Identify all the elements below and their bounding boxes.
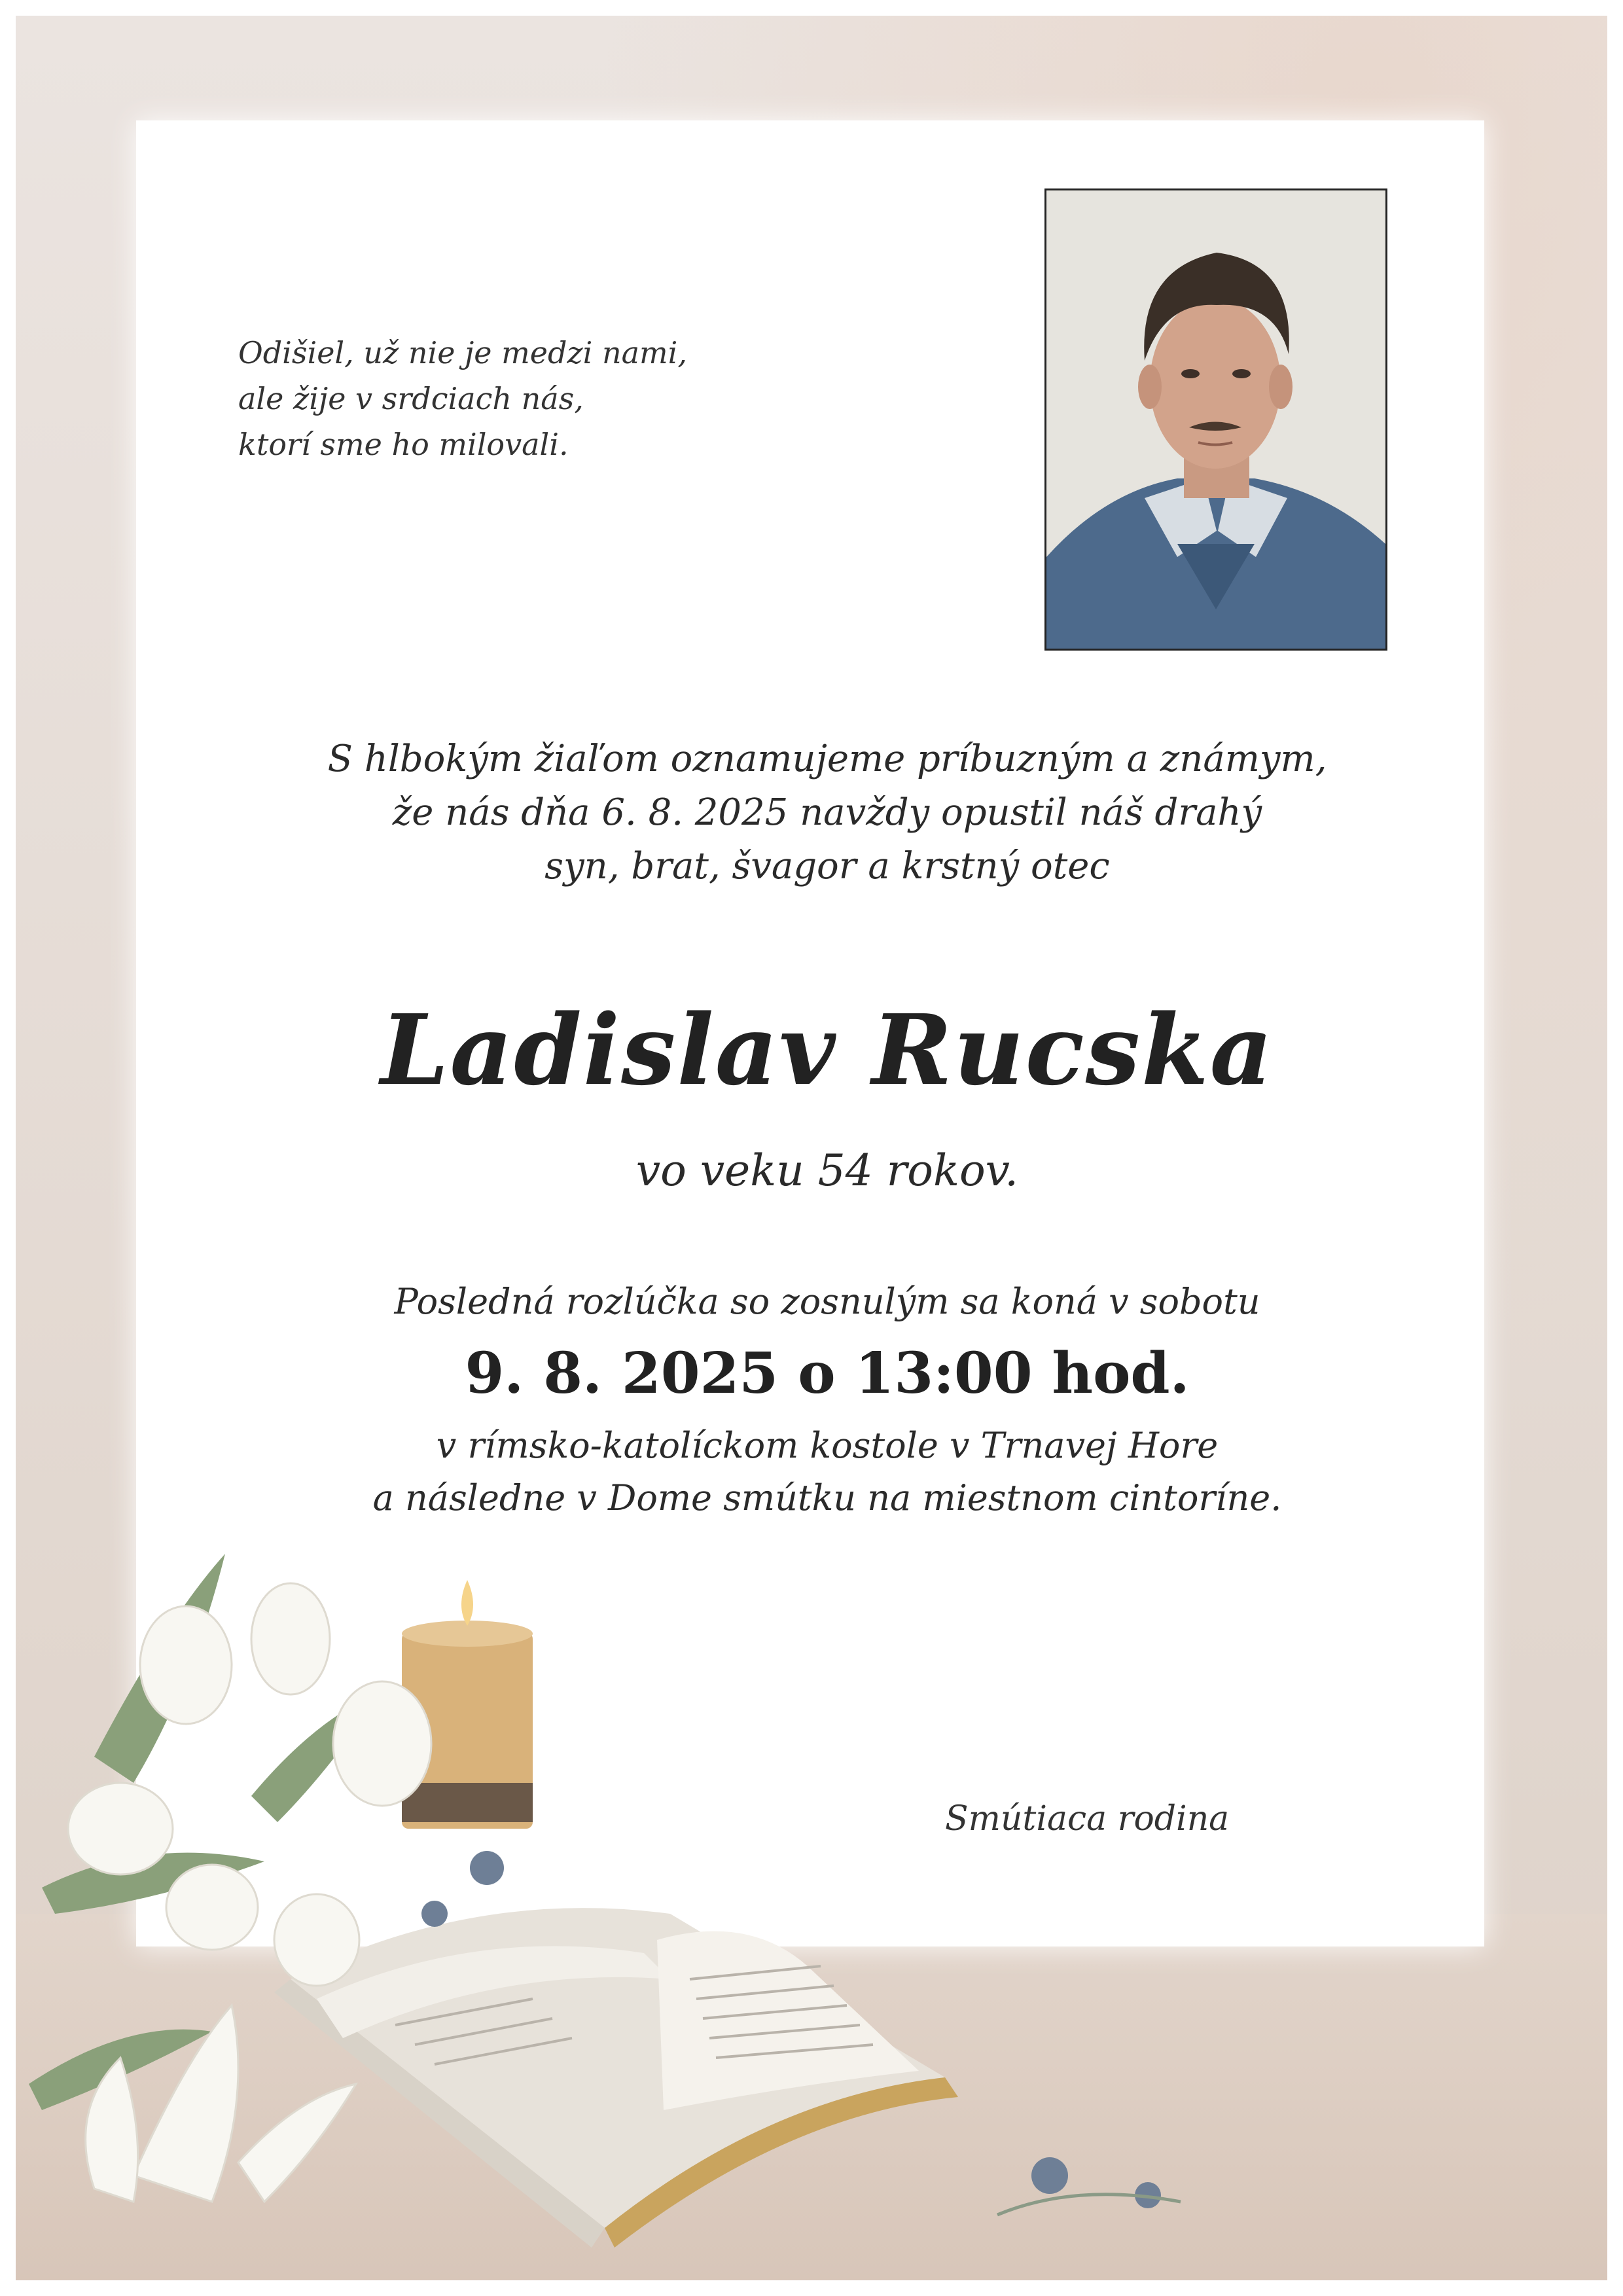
deceased-photo xyxy=(1044,188,1387,651)
portrait-image xyxy=(1046,190,1385,649)
candle-icon xyxy=(402,1580,533,1829)
deceased-age: vo veku 54 rokov. xyxy=(635,1145,1019,1196)
family-signature: Smútiaca rodina xyxy=(945,1799,1230,1839)
memorial-quote: Odišiel, už nie je medzi nami, ale žije v srdciach nás, ktorí sme ho milovali. xyxy=(238,335,688,462)
farewell-intro: Posledná rozlúčka so zosnulým sa koná v sobotu xyxy=(394,1281,1260,1322)
farewell-place: v rímsko-katolíckom kostole v Trnavej Hore a následne v Dome smútku na miestnom cintoríne. xyxy=(372,1425,1282,1518)
sheet-background xyxy=(16,16,1607,2280)
farewell-datetime: 9. 8. 2025 o 13:00 hod. xyxy=(465,1340,1190,1407)
decorative-still-life xyxy=(16,1521,1259,2280)
deceased-name: Ladislav Rucska xyxy=(380,993,1274,1107)
announcement-intro: S hlbokým žiaľom oznamujeme príbuzným a známym, že nás dňa 6. 8. 2025 navždy opustil náš drahý syn, brat, švagor a krstný otec xyxy=(327,738,1327,888)
open-book-icon xyxy=(274,1908,958,2248)
